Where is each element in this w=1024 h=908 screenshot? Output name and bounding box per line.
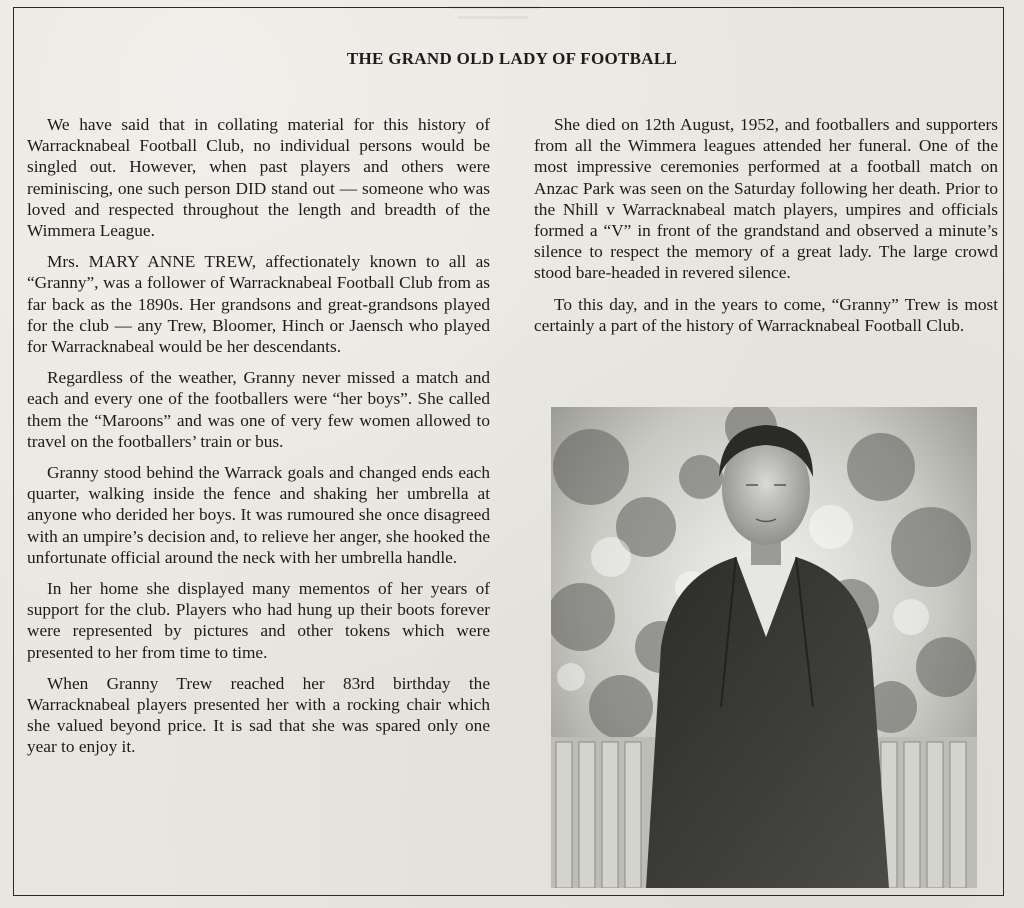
paragraph-legacy: To this day, and in the years to come, “Granny” Trew is most certainly a part of the history of Warracknabeal Football Club. [534, 294, 998, 335]
right-column [534, 114, 998, 346]
portrait-photo-icon [551, 407, 977, 888]
paragraph-intro: We have said that in collating material for this history of Warracknabeal Football Club, no individual persons would be singled out. However, when past players and others were reminiscing, one such person DID stand out — someone who was loved and respected throughout the length and breadth of the Wimmera League. [27, 115, 490, 241]
paragraph-umbrella: Granny stood behind the Warrack goals and changed ends each quarter, walking inside the fence and shaking her umbrella at anyone who derided her boys. It was rumoured she once disagreed with an umpire’s decision and, to relieve her anger, she hooked the unfortunate official around the neck with her umbrella handle. [27, 463, 490, 567]
paragraph-birthday: When Granny Trew reached her 83rd birthday the Warracknabeal players presented her with a rocking chair which she valued beyond price. It is sad that she was spared only one year to enjoy it. [27, 673, 490, 757]
paragraph-mementos: In her home she displayed many mementos of her years of support for the club. Players who had hung up their boots forever were represented by pictures and other tokens which were presented to her from time to time. [27, 579, 490, 662]
paragraph-weather: Regardless of the weather, Granny never missed a match and each and every one of the footballers were “her boys”. She called them the “Maroons” and was one of very few women allowed to travel on the footballers’ train or bus. [27, 368, 490, 451]
paragraph-mary-anne-trew: Mrs. MARY ANNE TREW, affectionately known to all as “Granny”, was a follower of Warracknabeal Football Club from as far back as the 1890s. Her grandsons and great-grandsons played for the club — any Trew, Bloomer, Hinch or Jaensch who played for Warracknabeal would be her descendants. [27, 252, 490, 357]
article-title: THE GRAND OLD LADY OF FOOTBALL [346, 49, 678, 68]
paragraph-funeral: She died on 12th August, 1952, and footballers and supporters from all the Wimmera leagues attended her funeral. One of the most impressive ceremonies performed at a football match on Anzac Park was seen on the Saturday following her death. Prior to the Nhill v Warracknabeal match players, umpires and officials formed a “V” in front of the grandstand and observed a minute’s silence to respect the memory of a great lady. The large crowd stood bare-headed in revered silence. [534, 115, 998, 283]
portrait-photo-graphic [551, 407, 977, 888]
left-column [27, 114, 490, 768]
